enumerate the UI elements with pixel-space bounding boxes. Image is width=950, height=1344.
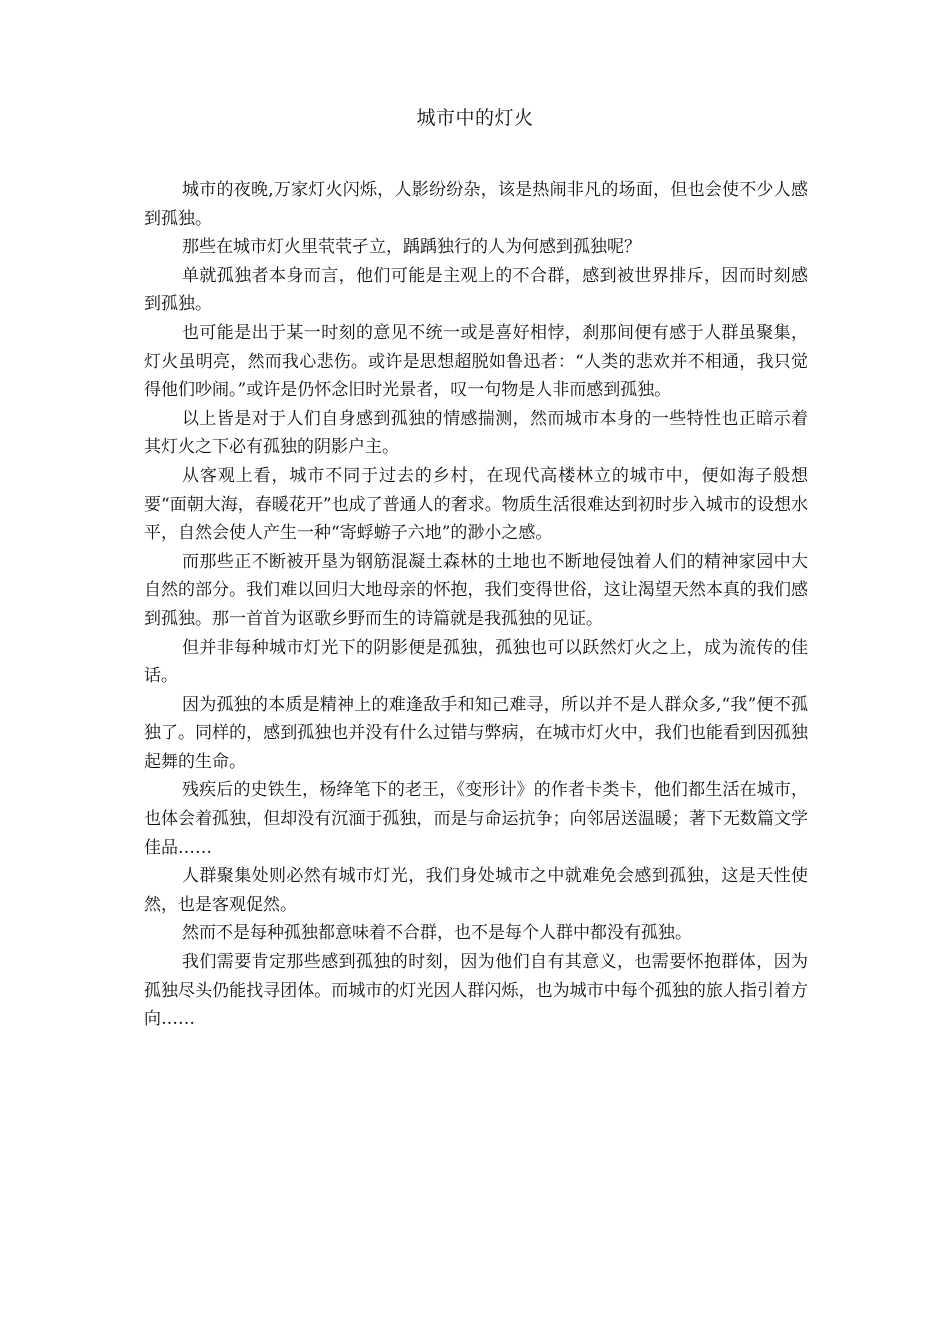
paragraph: 那些在城市灯火里茕茕孑立，踽踽独行的人为何感到孤独呢？ <box>182 237 641 258</box>
paragraph: 也可能是出于某一时刻的意见不统一或是喜好相悖，刹那间便有感于人群虽聚集，灯火虽明亮，然而我心悲伤。或许是思想超脱如鲁迅者：“人类的悲欢并不相通，我只觉得他们吵闹。”或许是仍怀念旧时光景者，叹一句物是人非而感到孤独。 <box>144 322 808 401</box>
paragraph: 人群聚集处则必然有城市灯光，我们身处城市之中就难免会感到孤独，这是天性使然，也是客观促然。 <box>144 866 808 915</box>
paragraph: 以上皆是对于人们自身感到孤独的情感揣测，然而城市本身的一些特性也正暗示着其灯火之下必有孤独的阴影户主。 <box>144 408 808 458</box>
paragraph: 我们需要肯定那些感到孤独的时刻，因为他们自有其意义，也需要怀抱群体，因为孤独尽头仍能找寻团体。而城市的灯光因人群闪烁，也为城市中每个孤独的旅人指引着方向…… <box>144 952 808 1030</box>
essay-title: 城市中的灯火 <box>416 107 534 129</box>
paragraph: 单就孤独者本身而言，他们可能是主观上的不合群，感到被世界排斥，因而时刻感到孤独。 <box>144 265 808 315</box>
paragraph: 城市的夜晚,万家灯火闪烁，人影纷纷杂，该是热闹非凡的场面，但也会使不少人感到孤独。 <box>144 180 808 229</box>
paragraph: 从客观上看，城市不同于过去的乡村，在现代高楼林立的城市中，便如海子般想要“面朝大海，春暖花开”也成了普通人的奢求。物质生活很难达到初时步入城市的设想水平，自然会使人产生一种“寄蜉蝣子六地”的渺小之感。 <box>144 465 808 544</box>
essay-body <box>144 176 808 1034</box>
paragraph: 但并非每种城市灯光下的阴影便是孤独，孤独也可以跃然灯火之上，成为流传的佳话。 <box>144 637 808 687</box>
paragraph: 而那些正不断被开垦为钢筋混凝土森林的土地也不断地侵蚀着人们的精神家园中大自然的部分。我们难以回归大地母亲的怀抱，我们变得世俗，这让渴望天然本真的我们感到孤独。那一首首为讴歌乡野而生的诗篇就是我孤独的见证。 <box>144 551 808 629</box>
paragraph: 然而不是每种孤独都意味着不合群，也不是每个人群中都没有孤独。 <box>182 923 692 944</box>
paragraph: 因为孤独的本质是精神上的难逢敌手和知己难寻，所以并不是人群众多,“我”便不孤独了。同样的，感到孤独也并没有什么过错与弊病，在城市灯火中，我们也能看到因孤独起舞的生命。 <box>144 694 808 772</box>
paragraph: 残疾后的史铁生，杨绛笔下的老王，《变形计》的作者卡类卡，他们都生活在城市，也体会着孤独，但却没有沉湎于孤独，而是与命运抗争；向邻居送温暖；著下无数篇文学佳品…… <box>144 780 808 858</box>
